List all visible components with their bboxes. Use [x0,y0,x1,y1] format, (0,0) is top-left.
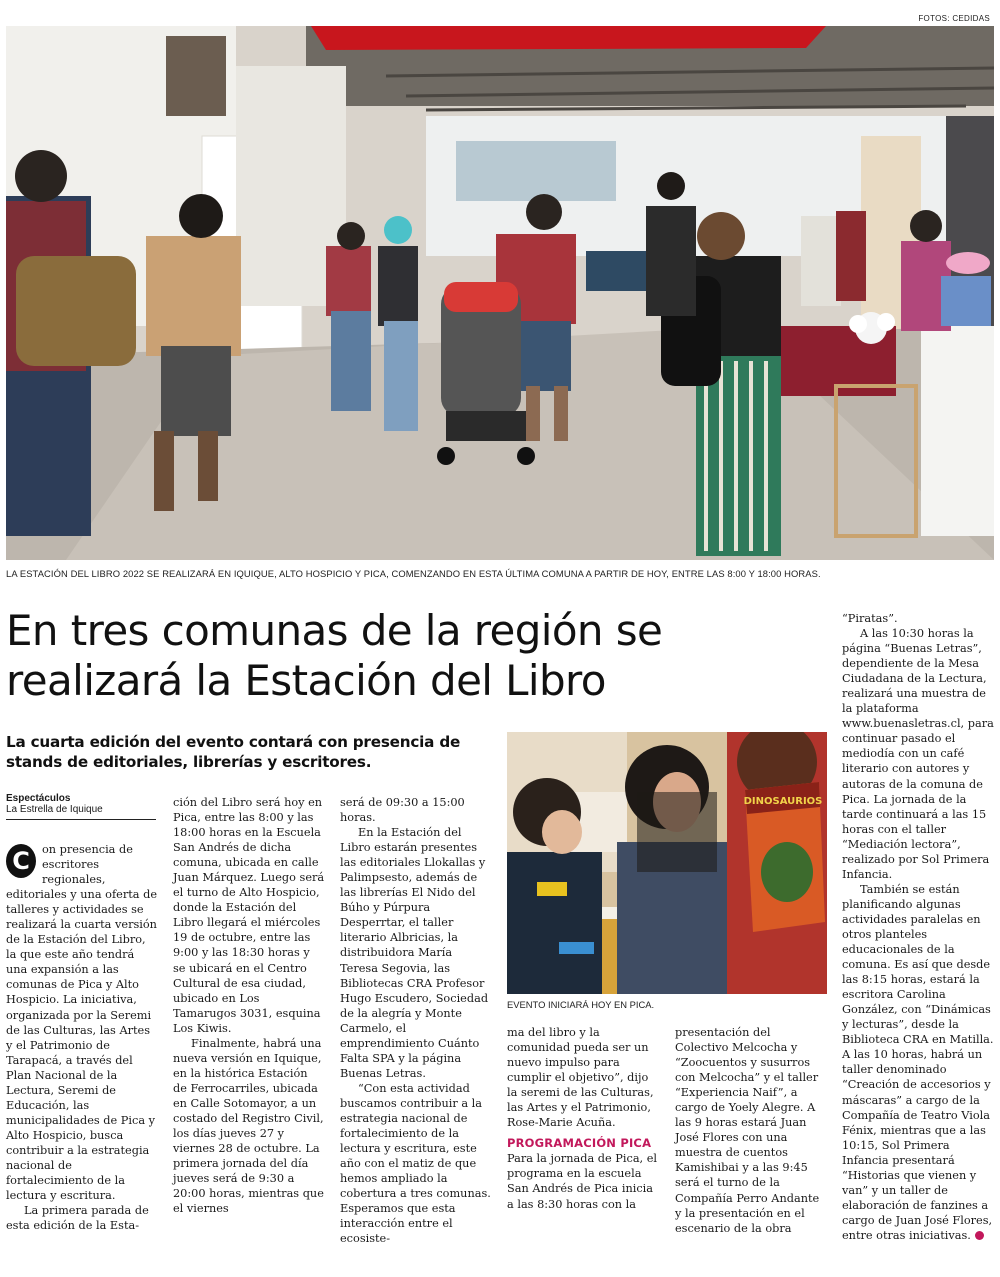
body-paragraph: Finalmente, habrá una nueva versión en Iquique, en la histórica Estación de Ferrocarriles, ubicada en Calle Sotomayor, a un costado del Registro Civil, los días jueves 27 y viernes 28 de octubre. La primera jornada del día jueves será de 9:30 a 20:00 horas, mientras que el viernes [173,1036,324,1216]
body-column-5 [675,1025,827,1236]
body-paragraph: “Con esta actividad buscamos contribuir a la estrategia nacional de fortalecimiento de la lectura y escritura, este año con el matiz de que hemos ampliado la cobertura a tres comunas. Esperamos que esta interacción entre el ecosiste- [340,1081,491,1246]
inset-photo-caption: EVENTO INICIARÁ HOY EN PICA. [507,999,655,1010]
body-paragraph: También se están planificando algunas actividades paralelas en otros planteles educacionales de la comuna. Es así que desde las 8:15 horas, estará la escritora Carolina González, con “Dinámicas y lecturas”, desde la Biblioteca CRA en Matilla. A las 10 horas, habrá un taller denominado “Creación de accesorios y máscaras” a cargo de la Compañía de Teatro Viola Fénix, mientras que a las 10:15, Sol Primera Infancia presentará “Historias que vienen y van” y un taller de elaboración de fanzines a cargo de Juan José Flores, entre otras iniciativas.✦ [842,882,994,1243]
main-photo [6,26,994,560]
body-paragraph: “Piratas”. [842,612,898,625]
body-column-1 [6,842,158,1233]
byline-section: Espectáculos [6,793,71,804]
dropcap: C [6,844,36,878]
body-column-6 [842,611,994,1243]
body-paragraph: ma del libro y la comunidad pueda ser un nuevo impulso para cumplir el objetivo”, dijo la seremi de las Culturas, las Artes y el Patrimonio, Rose-Marie Acuña. [507,1026,654,1130]
body-paragraph: Para la jornada de Pica, el programa en la escuela San Andrés de Pica inicia a las 8:30 horas con la [507,1152,658,1211]
body-paragraph: ción del Libro será hoy en Pica, entre las 8:00 y las 18:00 horas en la Escuela San Andrés de dicha comuna, ubicada en calle Juan Márquez. Luego será el turno de Alto Hospicio, donde la Estación del Libro llegará el miércoles 19 de octubre, entre las 9:00 y las 18:30 horas y se ubicará en el Centro Cultural de esa ciudad, ubicado en Los Tamarugos 3031, esquina Los Kiwis. [173,796,325,1035]
byline [6,793,156,820]
photo-credit: FOTOS: CEDIDAS [918,14,990,23]
book-cover-title: DINOSAURIOS [743,796,823,807]
deck: La cuarta edición del evento contará con presencia de stands de editoriales, librerías y escritores. [6,733,461,771]
byline-publication: La Estrella de Iquique [6,804,103,815]
body-paragraph: C on presencia de escritores regionales, editoriales y una oferta de talleres y actividades se realizará la cuarta versión de la Estación del Libro, la que este año tendrá una expansión a las comunas de Pica y Alto Hospicio. La iniciativa, organizada por la Seremi de las Culturas, las Artes y el Patrimonio de Tarapacá, a través del Plan Nacional de la Lectura, Seremi de Educación, las municipalidades de Pica y Alto Hospicio, busca contribuir a la estrategia nacional de fortalecimiento de la lectura y escritura. [6,843,158,1203]
body-paragraph: presentación del Colectivo Melcocha y “Zoocuentos y susurros con Melcocha” y el taller “Experiencia Naif”, a cargo de Yoely Alegre. A las 9 horas estará Juan José Flores con una muestra de cuentos Kamishibai y a las 9:45 será el turno de la Compañía Perro Andante y la presentación en el escenario de la obra [675,1026,820,1235]
body-paragraph: La primera parada de esta edición de la Esta- [6,1204,149,1233]
main-photo-caption: LA ESTACIÓN DEL LIBRO 2022 SE REALIZARÁ EN IQUIQUE, ALTO HOSPICIO Y PICA, COMENZANDO EN ESTA ÚLTIMA COMUNA A PARTIR DE HOY, ENTRE LAS 8:00 Y 18:00 HORAS. [6,568,821,579]
body-column-3 [340,795,492,1246]
body-paragraph: A las 10:30 horas la página “Buenas Letras”, dependiente de la Mesa Ciudadana de la Lectura, realizará una muestra de la plataforma www.buenasletras.cl, para continuar pasado el mediodía con un café literario con autores y autoras de la comuna de Pica. La jornada de la tarde continuará a las 15 horas con el taller “Mediación lectora”, realizado por Sol Primera Infancia. [842,627,994,881]
body-paragraph: será de 09:30 a 15:00 horas. [340,796,465,825]
headline: En tres comunas de la región se realizará la Estación del Libro [6,606,663,705]
inset-photo [507,732,827,994]
subheading-programacion: PROGRAMACIÓN PICA [507,1136,652,1151]
body-column-4 [507,1025,659,1212]
body-column-2 [173,795,325,1216]
end-of-article-icon [975,1231,984,1240]
body-paragraph: En la Estación del Libro estarán presentes las editoriales Llokallas y Palimpsesto, además de las librerías El Nido del Búho y Púrpura Desperrtar, el taller literario Albricias, la distribuidora María Teresa Segovia, las Bibliotecas CRA Profesor Hugo Escudero, Sociedad de la alegría y Monte Carmelo, el emprendimiento Cuánto Falta SPA y la página Buenas Letras. [340,826,489,1080]
